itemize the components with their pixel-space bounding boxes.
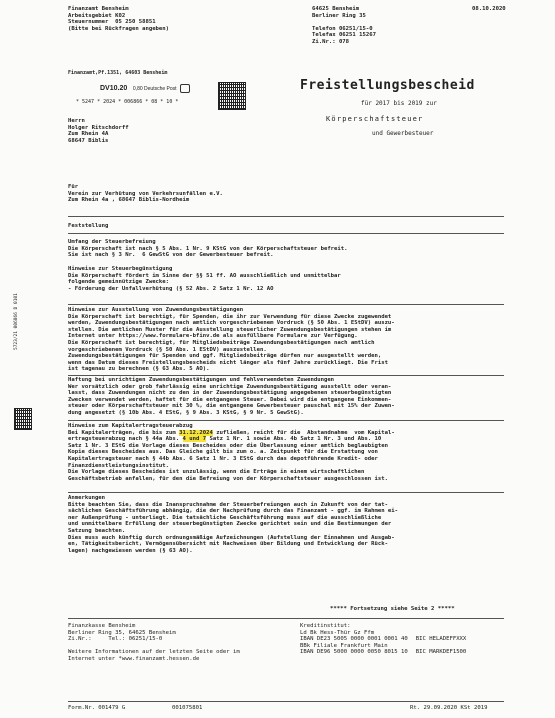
recipient-name: Holger Ritschdorff xyxy=(68,124,129,131)
line-text: ertragsteuerabzug nach § 44a Abs. xyxy=(68,436,183,443)
section-line: Die Körperschaft ist berechtigt, für Mitgliedsbeiträge Zuwendungsbestätigungen nach amtlich xyxy=(68,339,375,346)
recipient-line: Herrn xyxy=(68,118,85,124)
tax-office-header xyxy=(68,6,169,32)
section-heading: Umfang der Steuerbefreiung xyxy=(68,239,156,245)
divider xyxy=(68,216,504,217)
divider xyxy=(68,618,504,619)
section-line: Geschäftsbetrieb anfallen, für den die Befreiung von der Körperschaftsteuer ausgeschlossen ist. xyxy=(68,475,388,482)
tracking-code: * 5247 * 2024 * 006866 * 08 * 10 * xyxy=(76,99,179,105)
section-line: folgende gemeinnützige Zwecke: xyxy=(68,279,170,286)
section-scope xyxy=(68,239,348,259)
header-line: (Bitte bei Rückfragen angeben) xyxy=(68,25,170,32)
footer-line xyxy=(68,643,240,650)
footer-line: Berliner Ring 35, 64625 Bensheim xyxy=(68,629,176,636)
header-line: Finanzamt Bensheim xyxy=(68,6,129,12)
section-heading: Hinweise zur Ausstellung von Zuwendungsbestätigungen xyxy=(68,307,244,313)
sender-line: Finanzamt,Pf.1351, 64603 Bensheim xyxy=(68,70,168,76)
validity-date-highlight: 31.12.2024 xyxy=(179,429,213,436)
form-reference: Rt. 29.09.2020 KSt 2019 xyxy=(410,705,488,711)
section-line: en, Tätigkeitsbericht, Vermögensübersicht mit Nachweisen über Bildung und Entwicklung der Rück- xyxy=(68,541,388,548)
section-donation-receipts xyxy=(68,307,395,373)
section-line: lagen) nachgewiesen werden (§ 63 AO). xyxy=(68,547,193,554)
bank-row xyxy=(300,636,466,643)
divider xyxy=(68,492,504,493)
section-line: Die Körperschaft ist nach § 5 Abs. 1 Nr. 9 KStG von der Körperschaftsteuer befreit. xyxy=(68,245,348,252)
section-line xyxy=(68,436,395,443)
section-line: Finanzdienstleistungsinstitut. xyxy=(68,462,170,469)
room-number: Zi.Nr.: 078 xyxy=(312,38,350,45)
section-line: Kapitalertragsteuer nach § 44b Abs. 6 Satz 1 Nr. 3 EStG durch das depotführende Kredit- oder xyxy=(68,455,378,462)
office-address xyxy=(312,6,376,46)
recipient-line: 68647 Biblis xyxy=(68,137,109,144)
post-logo-icon xyxy=(180,84,190,93)
paragraph-highlight: 4 und 7 xyxy=(182,436,207,443)
divider xyxy=(68,420,504,421)
document-title: Freistellungsbescheid xyxy=(300,78,475,93)
section-line: lasst, dass Zuwendungen nicht zu den in der Zuwendungsbestätigung angegebenen steuerbegünstigten xyxy=(68,390,392,397)
section-line: Die Körperschaft fördert im Sinne der §§ 51 ff. AO ausschließlich und unmittelbar xyxy=(68,272,341,279)
divider xyxy=(68,701,504,702)
section-liability xyxy=(68,377,395,417)
footer-cashier xyxy=(68,623,240,663)
footer-website: Internet unter *www.finanzamt.hessen.de xyxy=(68,655,200,662)
divider xyxy=(68,233,504,234)
document-date: 08.10.2020 xyxy=(472,6,506,12)
footer-line: Zi.Nr.: Tel.: 06251/15-0 xyxy=(68,636,163,643)
form-number: Form.Nr. 001479 G xyxy=(68,705,126,711)
bank-name: Ld Bk Hess-Thür Gz Ffm xyxy=(300,629,375,636)
section-line: Bitte beachten Sie, dass die Inanspruchnahme der Steuerbefreiungen auch in Zukunft von der tat- xyxy=(68,501,388,508)
fax: Telefax 06251 15267 xyxy=(312,32,376,39)
tax-type-1: Körperschaftsteuer xyxy=(326,115,424,123)
section-line: und unmittelbare Erfüllung der steuerbegünstigten Zwecke gerichtet sein und die Bestimmungen der xyxy=(68,521,392,528)
bic: BIC HELADEFFXXX xyxy=(415,636,467,643)
section-line xyxy=(68,430,395,437)
line-text: Bei Kapitalerträgen, die bis zum xyxy=(68,429,180,436)
section-line: Wer vorsätzlich oder grob fahrlässig eine unrichtige Zuwendungsbestätigung ausstellt oder veran- xyxy=(68,383,392,390)
section-line: werden, Zuwendungsbestätigungen nach amtlich vorgeschriebenem Vordruck (§ 50 Abs. 1 EStDV) auszu- xyxy=(68,320,395,327)
postage-datamatrix-icon xyxy=(218,82,246,110)
iban: IBAN DE23 5005 0000 0001 0001 40 xyxy=(300,636,408,643)
footer-line: Weitere Informationen auf der letzten Seite oder im xyxy=(68,649,240,656)
section-line: sächlichen Geschäftsführung abhängig, die der Nachprüfung durch das Finanzamt - ggf. im Rahmen ei- xyxy=(68,508,399,515)
section-line: Kopie dieses Bescheides aus. Das Gleiche gilt bis zum o. a. Zeitpunkt für die Erstattung von xyxy=(68,449,378,456)
section-line: Internet unter https://www.formulare-bfinv.de als ausfüllbare Formulare zur Verfügung. xyxy=(68,333,358,340)
section-line: steuer oder Körperschaftsteuer mit 30 %, die entgangene Gewerbesteuer pauschal mit 15% der Zuwen- xyxy=(68,403,395,410)
header-line: Arbeitsgebiet K02 xyxy=(68,12,126,19)
section-line: ist tagenau zu berechnen (§ 63 Abs. 5 AO). xyxy=(68,366,210,373)
section-capital-gains-tax xyxy=(68,423,395,482)
side-reference-number: 5723/21 006866 D 0101 xyxy=(14,293,19,350)
section-line: Zuwendungsbestätigungen für Spenden und ggf. Mitgliedsbeiträge dürfen nur ausgestellt werden, xyxy=(68,353,382,360)
section-line: stellen. Die amtlichen Muster für die Ausstellung steuerlicher Zuwendungsbestätigungen stehen im xyxy=(68,326,392,333)
section-remarks xyxy=(68,495,398,554)
section-line: Sie ist nach § 3 Nr. 6 GewStG von der Gewerbesteuer befreit. xyxy=(68,252,274,259)
section-heading: Hinweise zum Kapitalertragsteuerabzug xyxy=(68,423,193,429)
feststellung-heading: Feststellung xyxy=(68,223,109,229)
address-line xyxy=(312,19,376,26)
bank-heading: Kreditinstitut: xyxy=(300,623,351,629)
section-line: wenn das Datum dieses Freistellungsbescheids nicht länger als fünf Jahre zurückliegt. Die Frist xyxy=(68,359,388,366)
postage-code: DV10.20 xyxy=(100,85,128,93)
section-heading: Haftung bei unrichtigen Zuwendungsbestätigungen und fehlverwendeten Zuwendungen xyxy=(68,377,335,383)
line-text: zufließen, reicht für die Abstandnahme vom Kapital- xyxy=(212,429,395,436)
postage-amount: 0,80 Deutsche Post xyxy=(132,86,177,93)
section-line: Die Vorlage dieses Bescheides ist unzulässig, wenn die Erträge in einem wirtschaftlichen xyxy=(68,469,365,476)
address-line: 64625 Bensheim xyxy=(312,6,360,12)
section-line: Dies muss auch künftig durch ordnungsmäßige Aufzeichnungen (Aufstellung der Einnahmen und Ausgab- xyxy=(68,534,395,541)
bank-row xyxy=(300,630,466,637)
divider xyxy=(68,375,504,376)
bank-row xyxy=(300,643,466,650)
section-benefit xyxy=(68,266,341,292)
footer-bank xyxy=(300,623,466,656)
recipient-line: Zum Rhein 4A xyxy=(68,131,109,138)
document-subtitle: für 2017 bis 2019 zur xyxy=(361,100,437,107)
section-heading: Anmerkungen xyxy=(68,495,106,501)
section-line: dung angesetzt (§ 10b Abs. 4 EStG, § 9 Abs. 3 KStG, § 9 Nr. 5 GewStG). xyxy=(68,409,304,416)
association-address: Zum Rhein 4a , 68647 Biblis-Nordheim xyxy=(68,197,190,204)
section-line: vorgeschriebenem Vordruck (§ 50 Abs. 1 EStDV) auszustellen. xyxy=(68,346,267,353)
phone: Telefon 06251/15-0 xyxy=(312,25,373,32)
divider xyxy=(68,304,504,305)
section-line: - Förderung der Unfallverhütung (§ 52 Abs. 2 Satz 1 Nr. 12 AO xyxy=(68,285,274,292)
tax-number: Steuernummer 05 250 58851 xyxy=(68,19,156,26)
for-block xyxy=(68,184,223,204)
section-line: Die Körperschaft ist berechtigt, für Spenden, die ihr zur Verwendung für diese Zwecke zugewendet xyxy=(68,313,392,320)
postage-mark xyxy=(100,84,190,93)
section-line: Satz 1 Nr. 3 EStG die Vorlage dieses Bescheides oder die Überlassung einer amtlich beglaubigten xyxy=(68,442,388,449)
tax-type-2: und Gewerbesteuer xyxy=(372,130,434,137)
continuation-note: ***** Fortsetzung siehe Seite 2 ***** xyxy=(330,606,455,612)
section-line: Satzung beachten. xyxy=(68,527,126,534)
bic: BIC MARKDEF1500 xyxy=(415,649,467,656)
line-text: Satz 1 Nr. 1 sowie Abs. 4b Satz 1 Nr. 3 und Abs. 10 xyxy=(206,436,382,443)
section-heading: Hinweise zur Steuerbegünstigung xyxy=(68,266,173,272)
address-line: Berliner Ring 35 xyxy=(312,12,366,19)
association-name: Verein zur Verhütung von Verkehrsunfällen e.V. xyxy=(68,190,223,197)
iban: IBAN DE96 5000 0000 0050 8015 10 xyxy=(300,649,408,656)
footer-line: Finanzkasse Bensheim xyxy=(68,623,136,629)
bank-row xyxy=(300,649,466,656)
section-line: ner Außenprüfung - unterliegt. Die tatsächliche Geschäftsführung muss auf die ausschließliche xyxy=(68,514,382,521)
for-label: Für xyxy=(68,184,79,190)
side-barcode-icon xyxy=(14,408,32,430)
bank-name: BBk Filiale Frankfurt Main xyxy=(300,642,388,649)
section-line: Zwecken verwendet werden, haftet für die entgangene Steuer. Dabei wird die entgangene Einkommen- xyxy=(68,396,392,403)
recipient-address xyxy=(68,118,129,144)
form-code: 001075801 xyxy=(172,705,203,711)
